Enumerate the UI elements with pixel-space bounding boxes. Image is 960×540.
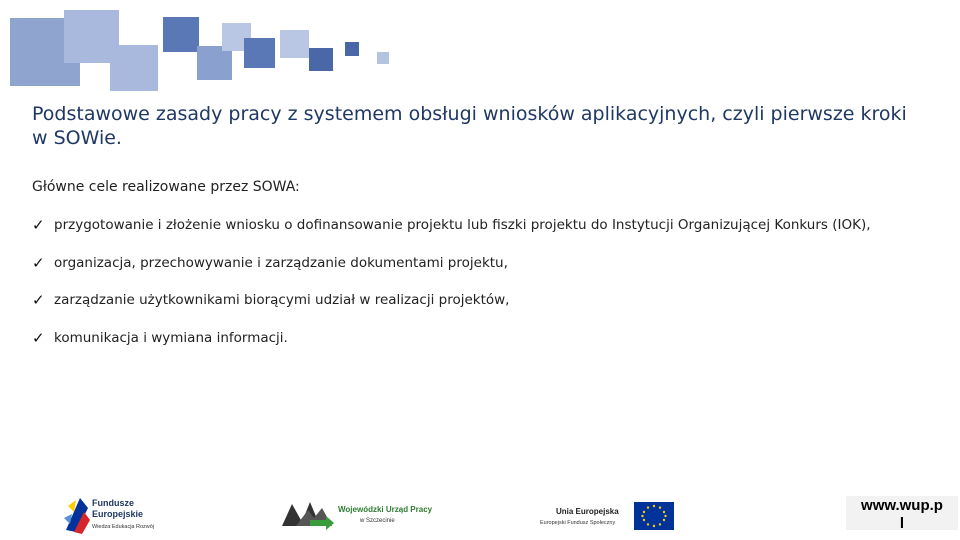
goal-text: komunikacja i wymiana informacji. — [54, 329, 288, 346]
website-line2: l — [899, 515, 905, 532]
goal-text: organizacja, przechowywanie i zarządzanie dokumentami projektu, — [54, 254, 508, 271]
checkmark-icon: ✓ — [32, 216, 45, 234]
goal-text: przygotowanie i złożenie wniosku o dofinansowanie projektu lub fiszki projektu do Instytucji Organizującej Konkurs (IOK), — [54, 217, 871, 233]
ue-line1: Unia Europejska — [556, 507, 619, 516]
website-url[interactable] — [846, 496, 958, 530]
decor-square — [345, 42, 359, 56]
fe-line2: Europejskie — [92, 509, 144, 519]
decor-square — [110, 45, 158, 91]
decor-square — [309, 48, 333, 71]
checkmark-icon: ✓ — [32, 291, 45, 309]
wup-line1: Wojewódzki Urząd Pracy — [338, 505, 433, 514]
goal-text: zarządzanie użytkownikami biorącymi udział w realizacji projektów, — [54, 292, 510, 308]
list-item — [32, 289, 952, 327]
list-item — [32, 252, 952, 290]
decor-square — [197, 46, 232, 80]
checkmark-icon: ✓ — [32, 253, 45, 272]
decor-square — [163, 17, 199, 52]
fe-line1: Fundusze — [92, 498, 134, 508]
fundusze-europejskie-logo — [62, 492, 182, 536]
website-line1: www.wup.p — [861, 497, 943, 514]
list-item — [32, 327, 952, 365]
decor-square — [280, 30, 309, 58]
wup-line2: w Szczecinie — [360, 518, 395, 524]
checkmark-icon: ✓ — [32, 328, 45, 347]
list-item — [32, 214, 952, 252]
page-title: Podstawowe zasady pracy z systemem obsługi wniosków aplikacyjnych, czyli pierwsze kroki w SOWie. — [32, 103, 907, 149]
wup-logo — [280, 496, 450, 532]
goals-list — [32, 214, 952, 364]
decor-square — [377, 52, 389, 64]
goals-heading: Główne cele realizowane przez SOWA: — [32, 179, 300, 195]
ue-line2: Europejski Fundusz Społeczny — [540, 520, 616, 526]
fe-line3: Wiedza Edukacja Rozwój — [92, 524, 155, 530]
decor-square — [244, 38, 275, 68]
eu-logo — [538, 500, 678, 532]
